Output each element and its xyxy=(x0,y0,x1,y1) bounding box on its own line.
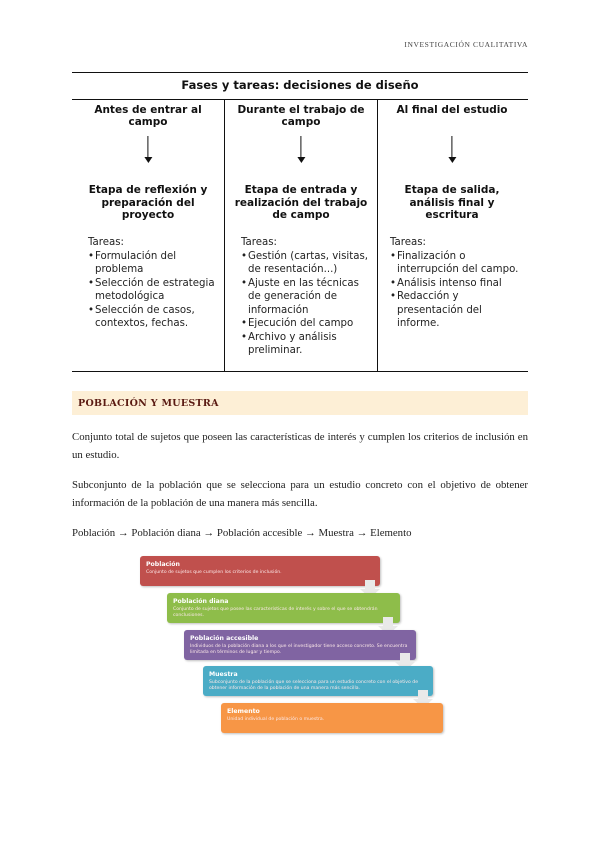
task-item: • Ejecución del campo xyxy=(241,317,371,331)
tasks-label: Tareas: xyxy=(390,237,426,248)
section-heading: POBLACIÓN Y MUESTRA xyxy=(78,398,219,409)
diagram-box-poblacion xyxy=(140,556,380,586)
phase-when: Durante el trabajo de campo xyxy=(237,104,365,128)
phase-stage: Etapa de entrada y realización del trabajo de campo xyxy=(234,184,368,221)
phase-column-before xyxy=(72,100,224,372)
diagram-box-title: Población diana xyxy=(173,598,229,605)
task-item: • Finalización o interrupción del campo. xyxy=(390,250,522,277)
section-heading-bar xyxy=(72,391,528,415)
phase-when: Antes de entrar al campo xyxy=(94,104,202,128)
diagram-box-title: Población accesible xyxy=(190,635,259,642)
task-item: • Formulación del problema xyxy=(88,250,218,277)
task-item: • Archivo y análisis preliminar. xyxy=(241,331,371,358)
paragraph-muestra: Subconjunto de la población que se selecciona para un estudio concreto con el objetivo de obtener información de la población de una manera más sencilla. xyxy=(72,479,528,509)
tasks-label: Tareas: xyxy=(88,237,124,248)
task-item: • Selección de estrategia metodológica xyxy=(88,277,218,304)
sequence-item: Elemento xyxy=(370,527,412,539)
down-arrow-icon xyxy=(300,136,301,158)
phases-table-title: Fases y tareas: decisiones de diseño xyxy=(72,72,528,100)
task-item: • Gestión (cartas, visitas, de resentación...) xyxy=(241,250,371,277)
right-arrow-icon: → xyxy=(356,527,368,539)
diagram-box-title: Muestra xyxy=(209,671,238,678)
task-item: • Redacción y presentación del informe. xyxy=(390,290,522,331)
diagram-box-elemento xyxy=(221,703,443,733)
phase-stage: Etapa de salida, análisis final y escritura xyxy=(404,184,500,221)
task-item: • Selección de casos, contextos, fechas. xyxy=(88,304,218,331)
sequence-item: Población xyxy=(72,527,116,539)
diagram-box-title: Elemento xyxy=(227,708,260,715)
sequence-item: Población diana xyxy=(131,527,201,539)
phase-tasks xyxy=(390,236,522,331)
sequence-item: Población accesible xyxy=(216,527,303,539)
diagram-box-text: Conjunto de sujetos que posee las características de interés y sobre el que se obtendrán conclusiones. xyxy=(173,607,378,618)
diagram-box-muestra xyxy=(203,666,433,696)
down-arrow-icon xyxy=(451,136,452,158)
phase-when: Al final del estudio xyxy=(396,104,508,116)
table-bottom-rule xyxy=(72,371,528,372)
population-sequence xyxy=(72,524,528,542)
paragraph-poblacion: Conjunto total de sujetos que poseen las características de interés y cumplen los criterios de inclusión en un estudio. xyxy=(72,431,528,461)
phase-column-after xyxy=(376,100,528,372)
down-arrow-icon xyxy=(147,136,148,158)
sequence-item: Muestra xyxy=(318,527,354,539)
right-arrow-icon: → xyxy=(305,527,316,539)
diagram-box-text: Individuos de la población diana a los que el investigador tiene acceso concreto. Se encuentra limitada en términos de lugar y tiempo. xyxy=(190,644,408,655)
diagram-box-text: Unidad individual de población o muestra. xyxy=(227,717,325,722)
task-item: • Ajuste en las técnicas de generación de información xyxy=(241,277,371,318)
diagram-box-text: Conjunto de sujetos que cumplen los criterios de inclusión. xyxy=(146,570,282,575)
right-arrow-icon: → xyxy=(203,527,215,539)
diagram-box-title: Población xyxy=(146,561,180,568)
tasks-label: Tareas: xyxy=(241,237,277,248)
phase-tasks xyxy=(88,236,218,331)
right-arrow-icon: → xyxy=(117,527,129,539)
diagram-box-text: Subconjunto de la población que se selecciona para un estudio concreto con el objetivo de obtener información de la población de una manera más sencilla. xyxy=(209,680,419,691)
phases-table xyxy=(72,72,528,372)
phase-column-during xyxy=(224,100,378,372)
task-item: • Análisis intenso final xyxy=(390,277,522,291)
running-header: INVESTIGACIÓN CUALITATIVA xyxy=(404,40,528,49)
phase-tasks xyxy=(241,236,371,358)
diagram-box-poblacion-diana xyxy=(167,593,400,623)
diagram-box-poblacion-accesible xyxy=(184,630,416,660)
phase-stage: Etapa de reflexión y preparación del proyecto xyxy=(88,184,208,221)
